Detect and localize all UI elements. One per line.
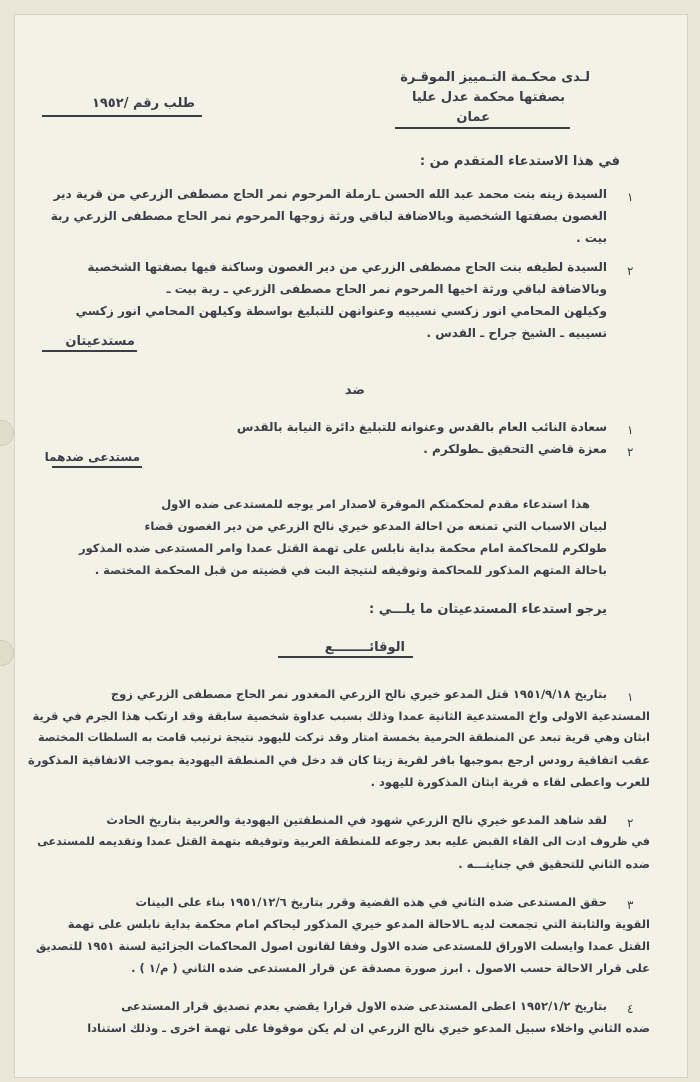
court-underline — [395, 127, 570, 129]
fact-1-line-3: ابثان وهي قرية تبعد عن المنطقة الحرمية بخمسة امتار وقد تركت لليهود نتيجة ترتيب قامت به السلطات المختصة — [37, 731, 650, 744]
petitioner-2-line-2: وبالاضافة لباقي ورثة اخيها المرحوم نمر الحاج مصطفى الزرعي ـ ربة بيت ـ — [166, 282, 607, 296]
fact-4-line-2: ضده الثاني واخلاء سبيل المدعو خيري نالح الزرعي ان لم يكن موقوفا على تهمة اخرى ـ وذلك استنادا — [87, 1021, 650, 1035]
purpose-line-2: لبيان الاسباب التي تمنعه من احالة المدعو خيري نالح الزرعي من دير الغصون قضاء — [144, 519, 607, 533]
fact-3-line-2: القوية والثابتة التي تجمعت لديه ـالاحالة المدعو خيري المذكور ليحاكم امام محكمة بداية نابلس على تهمة — [67, 917, 650, 931]
purpose-line-1: هذا استدعاء مقدم لمحكمتكم الموقرة لاصدار امر يوجه للمستدعى ضده الاول — [161, 497, 590, 511]
petitioners-label: مستدعيتان — [65, 334, 135, 349]
fact-3-line-4: على قرار الاحالة حسب الاصول . ابرز صورة مصدقة عن قرار المستدعى ضده الثاني ( م/١ ) . — [131, 961, 650, 975]
fact-1-number: ١ — [627, 690, 634, 704]
court-line-2: بصفتها محكمة عدل عليا — [411, 90, 565, 105]
agent-line-2: نسيبيه ـ الشيخ جراح ـ القدس . — [426, 326, 607, 340]
court-line-3: عمان — [456, 110, 490, 125]
fact-2-line-1: لقد شاهد المدعو خيري نالح الزرعي شهود في المنطقتين اليهودية والعربية بتاريخ الحادث — [106, 813, 607, 827]
petitioner-1-line-3: بيت . — [576, 231, 607, 245]
respondent-1-text: سعادة النائب العام بالقدس وعنوانه للتبليغ دائرة النيابة بالقدس — [236, 420, 607, 434]
facts-title: الوقائــــــــع — [324, 640, 405, 655]
fact-1-line-2: المستدعية الاولى واخ المستدعية الثانية عمدا وذلك بسبب عداوة شخصية سابقة وقد ارتكب هذا الجرم في قرية — [32, 709, 650, 723]
respondents-label: مستدعى ضدهما — [44, 450, 140, 464]
petitioner-1-number: ١ — [627, 190, 634, 204]
punch-hole-top — [0, 420, 14, 446]
petitioner-2-number: ٢ — [627, 264, 634, 278]
statement-line: يرجو استدعاء المستدعيتان ما يلـــي : — [369, 602, 607, 617]
petitioner-2-line-1: السيدة لطيفه بنت الحاج مصطفى الزرعي من دير الغصون وساكنة فيها بصفتها الشخصية — [87, 260, 607, 274]
respondent-2-number: ٢ — [627, 445, 634, 459]
intro-line: في هذا الاستدعاء المتقدم من : — [419, 154, 620, 169]
punch-hole-bottom — [0, 640, 14, 666]
respondent-1-number: ١ — [627, 423, 634, 437]
petitioners-label-underline — [42, 350, 137, 352]
fact-3-line-3: القتل عمدا وايسلت الاوراق للمستدعى ضده الاول وفقا لقانون اصول المحاكمات الجزائية لسنة ١٩٥١ للتصديق — [36, 939, 650, 953]
fact-4-line-1: بتاريخ ١٩٥٢/١/٢ اعطى المستدعى ضده الاول قرارا يقضي بعدم تصديق قرار المستدعى — [121, 999, 607, 1013]
purpose-line-4: باحالة المتهم المذكور للمحاكمة وتوقيفه لنتيجة البت في قضيته من قبل المحكمة المختصة . — [94, 563, 607, 577]
fact-1-line-4: عقب اتفاقية رودس ارجع بموجبها بافر لقرية زيتا كان قد دخل في المنطقة اليهودية بموجب الاتفاقية المذكورة — [27, 753, 650, 767]
request-number: طلب رقم /١٩٥٢ — [91, 96, 195, 111]
agent-line-1: وكيلهن المحامي انور زكسي نسيبيه وعنوانهن للتبليغ بواسطة وكيلهن المحامي انور زكسي — [75, 304, 607, 318]
against-heading: ضد — [344, 383, 365, 398]
fact-1-line-5: للعرب واعطى لقاء ه قرية ابثان المذكورة لليهود . — [370, 775, 650, 789]
facts-title-underline — [278, 656, 413, 658]
purpose-line-3: طولكرم للمحاكمة امام محكمة بداية نابلس على تهمة القتل عمدا وامر المستدعى ضده المذكور — [78, 541, 607, 555]
petitioner-1-line-2: الغصون بصفتها الشخصية وبالاضافة لباقي ورثة زوجها المرحوم نمر الحاج مصطفى الزرعي ربة — [50, 209, 607, 223]
fact-3-number: ٣ — [627, 898, 634, 912]
fact-2-line-3: ضده الثاني للتحقيق في جنايتـــه . — [458, 857, 650, 871]
court-line-1: لـدى محكـمة التـمييز الموقـرة — [400, 70, 590, 85]
respondent-2-text: معزة قاضي التحقيق ـطولكرم . — [423, 442, 607, 456]
fact-2-line-2: في ظروف ادت الى القاء القبض عليه بعد رجوعه للمنطقة العربية وتوقيفه بتهمة القتل عمدا وتقديمه للمستدعى — [37, 835, 650, 848]
petitioner-1-line-1: السيدة زينه بنت محمد عبد الله الحسن ـارملة المرحوم نمر الحاج مصطفى الزرعي من قرية دير — [53, 187, 607, 201]
fact-4-number: ٤ — [627, 1002, 634, 1016]
respondents-label-underline — [52, 466, 142, 468]
fact-2-number: ٢ — [627, 816, 634, 830]
request-underline — [42, 115, 202, 117]
fact-1-line-1: بتاريخ ١٩٥١/٩/١٨ قتل المدعو خيري نالح الزرعي المغدور نمر الحاج مصطفى الزرعي زوج — [110, 687, 607, 701]
fact-3-line-1: حقق المستدعى ضده الثاني في هذه القضية وقرر بتاريخ ١٩٥١/١٢/٦ بناء على البينات — [135, 895, 607, 909]
